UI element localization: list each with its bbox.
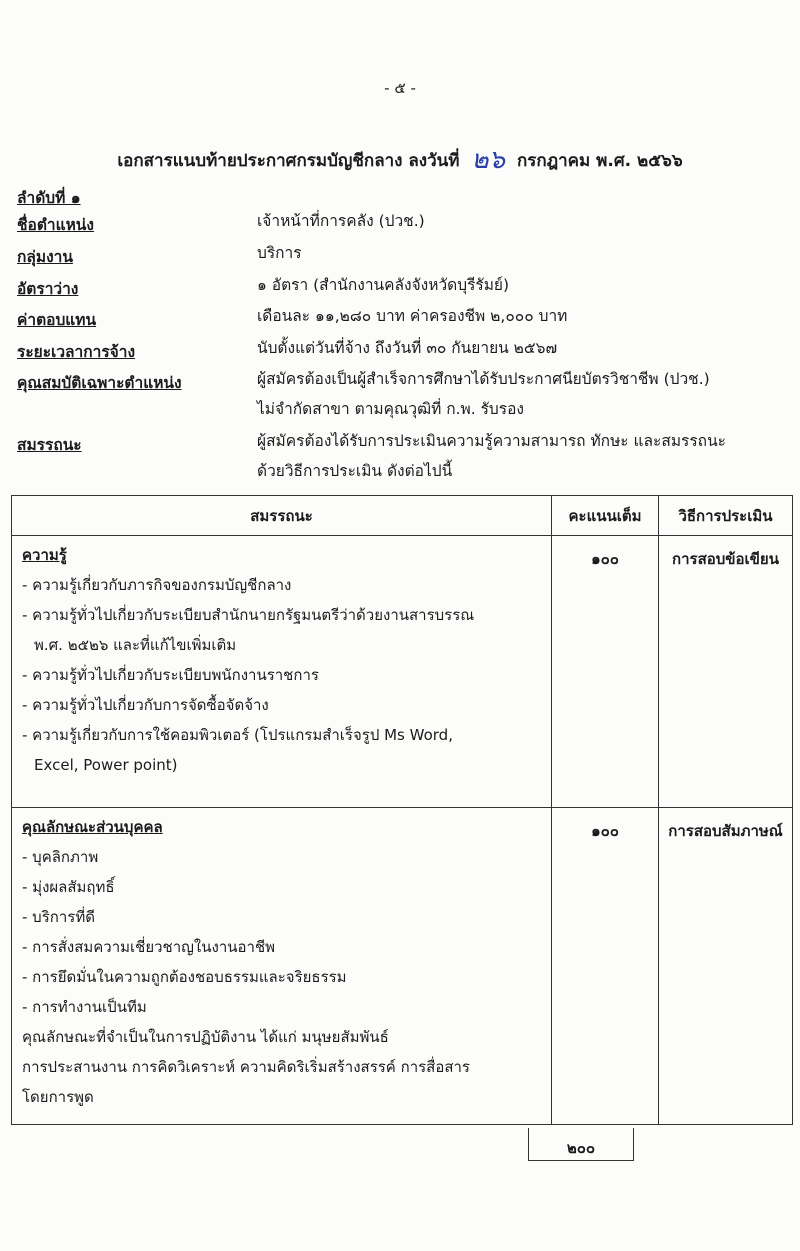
list-item: การประสานงาน การคิดวิเคราะห์ ความคิดริเริ่มสร้างสรรค์ การสื่อสาร: [22, 1058, 470, 1076]
competency-value: [257, 426, 795, 486]
list-item: - การยึดมั่นในความถูกต้องชอบธรรมและจริยธรรม: [22, 968, 347, 986]
list-item: - ความรู้เกี่ยวกับการใช้คอมพิวเตอร์ (โปรแกรมสำเร็จรูป Ms Word,: [22, 726, 453, 744]
list-item: Excel, Power point): [34, 756, 178, 774]
header-method: วิธีการประเมิน: [659, 496, 793, 536]
qualification-label: คุณสมบัติเฉพาะตำแหน่ง: [17, 374, 182, 392]
competency-table: [11, 495, 793, 1125]
rate-value: ๑ อัตรา (สำนักงานคลังจังหวัดบุรีรัมย์): [257, 276, 510, 294]
document-title: [0, 137, 800, 178]
knowledge-cell: [12, 536, 552, 808]
table-row: [12, 536, 793, 808]
title-suffix: กรกฎาคม พ.ศ. ๒๕๖๖: [516, 151, 683, 171]
list-item: - การสั่งสมความเชี่ยวชาญในงานอาชีพ: [22, 938, 276, 956]
qualification-line-2: ไม่จำกัดสาขา ตามคุณวุฒิที่ ก.พ. รับรอง: [257, 400, 524, 418]
qualification-value: [257, 364, 795, 424]
position-label: ชื่อตำแหน่ง: [17, 216, 94, 234]
list-item: - ความรู้เกี่ยวกับภารกิจของกรมบัญชีกลาง: [22, 576, 292, 594]
knowledge-heading: ความรู้: [22, 546, 67, 564]
page-number: - ๕ -: [384, 79, 416, 97]
personal-heading: คุณลักษณะส่วนบุคคล: [22, 818, 163, 836]
list-item: - มุ่งผลสัมฤทธิ์: [22, 878, 115, 896]
list-item: โดยการพูด: [22, 1088, 94, 1106]
qualification-line-1: ผู้สมัครต้องเป็นผู้สำเร็จการศึกษาได้รับประกาศนียบัตรวิชาชีพ (ปวช.): [257, 370, 710, 388]
competency-label: สมรรถนะ: [17, 436, 82, 454]
list-item: - บริการที่ดี: [22, 908, 95, 926]
pay-label: ค่าตอบแทน: [17, 311, 97, 329]
personal-cell: [12, 808, 552, 1125]
group-value: บริการ: [257, 244, 302, 262]
group-label: กลุ่มงาน: [17, 248, 73, 266]
period-value: นับตั้งแต่วันที่จ้าง ถึงวันที่ ๓๐ กันยายน ๒๕๖๗: [257, 339, 558, 357]
pay-value: เดือนละ ๑๑,๒๘๐ บาท ค่าครองชีพ ๒,๐๐๐ บาท: [257, 307, 568, 325]
order-label: ลำดับที่ ๑: [17, 189, 81, 207]
list-item: - บุคลิกภาพ: [22, 848, 99, 866]
list-item: - ความรู้ทั่วไปเกี่ยวกับระเบียบพนักงานราชการ: [22, 666, 319, 684]
rate-label: อัตราว่าง: [17, 280, 79, 298]
list-item: พ.ศ. ๒๕๒๖ และที่แก้ไขเพิ่มเติม: [34, 636, 237, 654]
list-item: - ความรู้ทั่วไปเกี่ยวกับระเบียบสำนักนายกรัฐมนตรีว่าด้วยงานสารบรรณ: [22, 606, 475, 624]
competency-line-2: ด้วยวิธีการประเมิน ดังต่อไปนี้: [257, 462, 453, 480]
total-score: ๒๐๐: [528, 1128, 634, 1161]
list-item: - การทำงานเป็นทีม: [22, 998, 147, 1016]
knowledge-method: การสอบข้อเขียน: [659, 536, 793, 808]
personal-score: ๑๐๐: [552, 808, 659, 1125]
title-prefix: เอกสารแนบท้ายประกาศกรมบัญชีกลาง ลงวันที่: [117, 151, 460, 171]
position-value: เจ้าหน้าที่การคลัง (ปวช.): [257, 212, 425, 230]
period-label: ระยะเวลาการจ้าง: [17, 343, 136, 361]
header-competency: สมรรถนะ: [12, 496, 552, 536]
table-row: [12, 808, 793, 1125]
handwritten-day: ๒๖: [471, 145, 506, 175]
list-item: - ความรู้ทั่วไปเกี่ยวกับการจัดซื้อจัดจ้าง: [22, 696, 269, 714]
personal-method: การสอบสัมภาษณ์: [659, 808, 793, 1125]
table-header-row: [12, 496, 793, 536]
knowledge-score: ๑๐๐: [552, 536, 659, 808]
header-full-score: คะแนนเต็ม: [552, 496, 659, 536]
list-item: คุณลักษณะที่จำเป็นในการปฏิบัติงาน ได้แก่ มนุษยสัมพันธ์: [22, 1028, 389, 1046]
competency-line-1: ผู้สมัครต้องได้รับการประเมินความรู้ความสามารถ ทักษะ และสมรรถนะ: [257, 432, 726, 450]
